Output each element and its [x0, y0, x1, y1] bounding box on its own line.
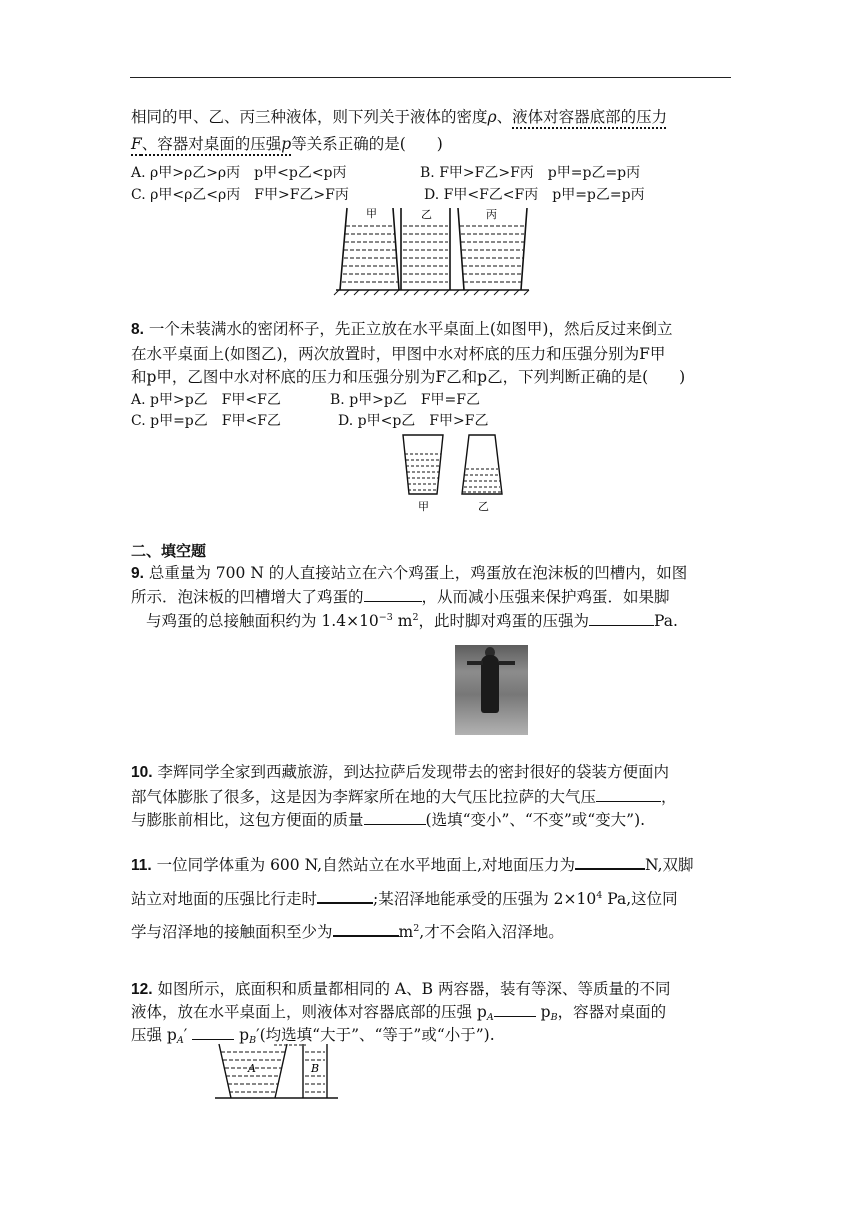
q10-blank-2[interactable]: [364, 810, 426, 825]
q7-emph-pressure-force: 液体对容器底部的压力: [512, 108, 668, 126]
q9-line-3: [146, 611, 678, 634]
q9-line-2: [131, 587, 670, 607]
q12-text-3a: 压强 p: [131, 1026, 177, 1044]
q9-blank-1[interactable]: [364, 587, 422, 602]
q11-exponent: 4: [596, 890, 603, 901]
q9-photo-person-on-eggs: [455, 645, 528, 735]
q7-question-end: 等关系正确的是( ): [291, 135, 443, 153]
q11-text-3c: ,才不会陷入沼泽地。: [419, 923, 564, 941]
q7-sep: 、: [496, 108, 513, 126]
q8-option-d: D. p甲<p乙 F甲>F乙: [338, 413, 489, 429]
q12-sub-b2: B: [249, 1035, 257, 1046]
q9-unit-m: m: [392, 612, 413, 630]
q10-blank-1[interactable]: [596, 787, 661, 802]
q10-line-3: [131, 810, 645, 830]
q7-label-bing: 丙: [486, 208, 497, 221]
q12-line-2: [131, 1002, 666, 1025]
rho-symbol: ρ: [487, 108, 497, 126]
q10-text-2a: 部气体膨胀了很多，这是因为李辉家所在地的大气压比拉萨的大气压: [131, 788, 597, 806]
q8-line-2: 在水平桌面上(如图乙)，两次放置时，甲图中水对杯底的压力和压强分别为F甲: [131, 345, 666, 363]
q9-blank-2[interactable]: [589, 611, 654, 626]
q7-line-2: [131, 134, 443, 154]
q8-option-c: C. p甲=p乙 F甲<F乙: [131, 413, 281, 429]
q12-prime: ′: [183, 1026, 188, 1044]
q8-label-yi: 乙: [478, 500, 489, 513]
q9-text-3a: 与鸡蛋的总接触面积约为 1.4×10: [146, 612, 379, 630]
q10-number: 10.: [131, 764, 153, 781]
header-rule: [130, 77, 731, 78]
q11-text-2b: ;某沼泽地能承受的压强为 2×10: [373, 890, 597, 908]
q11-line-1: [131, 854, 694, 876]
q7-containers-figure: [333, 204, 533, 296]
q10-text-2b: ，: [661, 788, 677, 806]
q7-label-jia: 甲: [366, 207, 377, 220]
q11-blank-1[interactable]: [575, 854, 645, 870]
q11-line-2: [131, 888, 678, 912]
q12-text-3c: (均选填“大于”、“等于”或“小于”).: [259, 1026, 495, 1044]
q11-text-2a: 站立对地面的压强比行走时: [131, 890, 318, 908]
q12-line-1: [131, 979, 670, 1000]
q8-option-b: B. p甲>p乙 F甲=F乙: [330, 392, 481, 408]
q12-text-2a: 液体，放在水平桌面上，则液体对容器底部的压强 p: [131, 1003, 487, 1021]
person-arm-right: [499, 661, 515, 665]
p-symbol: p: [281, 135, 292, 153]
q12-text-p2: p: [239, 1026, 250, 1044]
q8-line-3: 和p甲，乙图中水对杯底的压力和压强分别为F乙和p乙，下列判断正确的是( ): [131, 368, 686, 386]
q9-line-1: [131, 563, 687, 584]
q10-text-3a: 与膨胀前相比，这包方便面的质量: [131, 811, 364, 829]
q11-text-1b: N,双脚: [645, 856, 694, 874]
q7-label-yi: 乙: [421, 208, 432, 221]
q11-text-1a: 一位同学体重为 600 N,自然站立在水平地面上,对地面压力为: [156, 856, 576, 874]
q9-text-2b: ，从而减小压强来保护鸡蛋．如果脚: [421, 588, 670, 606]
q7-option-d: D. F甲<F乙<F丙 p甲=p乙=p丙: [424, 187, 645, 203]
q10-text-1: 李辉同学全家到西藏旅游，到达拉萨后发现带去的密封很好的袋装方便面内: [157, 763, 670, 781]
section-title-fill-in: 二、填空题: [131, 543, 207, 560]
q12-sub-a2: A: [176, 1035, 184, 1046]
q9-number: 9.: [131, 565, 144, 582]
q10-line-2: [131, 787, 677, 807]
q12-prime2: ′: [256, 1026, 260, 1044]
q12-number: 12.: [131, 981, 153, 998]
q9-text-3c: ，此时脚对鸡蛋的压强为: [418, 612, 589, 630]
q9-unit-pa: Pa.: [654, 612, 678, 630]
q12-sub-a: A: [486, 1012, 494, 1023]
q11-exponent-2: 2: [413, 923, 420, 934]
q11-number: 11.: [131, 857, 152, 874]
f-symbol: F: [131, 135, 142, 153]
q12-text-2c: ，容器对桌面的: [557, 1003, 667, 1021]
q9-text-1: 总重量为 700 N 的人直接站立在六个鸡蛋上，鸡蛋放在泡沫板的凹槽内，如图: [148, 564, 688, 582]
q9-text-2a: 所示．泡沫板的凹槽增大了鸡蛋的: [131, 588, 364, 606]
q12-sub-b: B: [550, 1012, 558, 1023]
q12-blank-2[interactable]: [192, 1025, 234, 1040]
q7-line-1: [131, 107, 667, 127]
q7-option-a: A. ρ甲>ρ乙>ρ丙 p甲<p乙<p丙: [131, 165, 347, 181]
q11-blank-3[interactable]: [333, 921, 399, 937]
q12-label-b: B: [311, 1062, 320, 1075]
q11-text-3a: 学与沼泽地的接触面积至少为: [131, 923, 333, 941]
q7-text: 相同的甲、乙、丙三种液体，则下列关于液体的密度: [131, 108, 488, 126]
q7-option-c: C. ρ甲<ρ乙<ρ丙 F甲>F乙>F丙: [131, 187, 349, 203]
q11-text-2c: Pa,这位同: [602, 890, 678, 908]
q7-sep2: 、: [141, 135, 158, 153]
q9-exponent: −3: [378, 612, 393, 623]
q8-label-jia: 甲: [418, 500, 429, 513]
q9-exponent-2: 2: [412, 612, 419, 623]
q11-line-3: [131, 921, 564, 945]
q12-blank-1[interactable]: [494, 1002, 536, 1017]
q11-blank-2[interactable]: [317, 888, 373, 904]
q7-option-b: B. F甲>F乙>F丙 p甲=p乙=p丙: [420, 165, 641, 181]
q12-text-1: 如图所示，底面积和质量都相同的 A、B 两容器，装有等深、等质量的不同: [157, 980, 671, 998]
q10-text-3b: (选填“变小”、“不变”或“变大”).: [425, 811, 646, 829]
person-arm-left: [467, 661, 483, 665]
person-body: [481, 655, 499, 713]
q12-label-a: A: [248, 1062, 256, 1075]
q8-text-1: 一个未装满水的密闭杯子，先正立放在水平桌面上(如图甲)，然后反过来倒立: [148, 320, 673, 338]
q8-option-a: A. p甲>p乙 F甲<F乙: [131, 392, 281, 408]
q8-cups-figure: [398, 432, 508, 516]
q12-text-p: p: [540, 1003, 551, 1021]
q12-containers-figure: [214, 1042, 340, 1102]
q7-emph-table-pressure: 容器对桌面的压强: [157, 135, 282, 153]
q11-unit-m: m: [398, 923, 414, 941]
q8-line-1: [131, 319, 672, 340]
q8-number: 8.: [131, 321, 144, 338]
q10-line-1: [131, 762, 669, 783]
